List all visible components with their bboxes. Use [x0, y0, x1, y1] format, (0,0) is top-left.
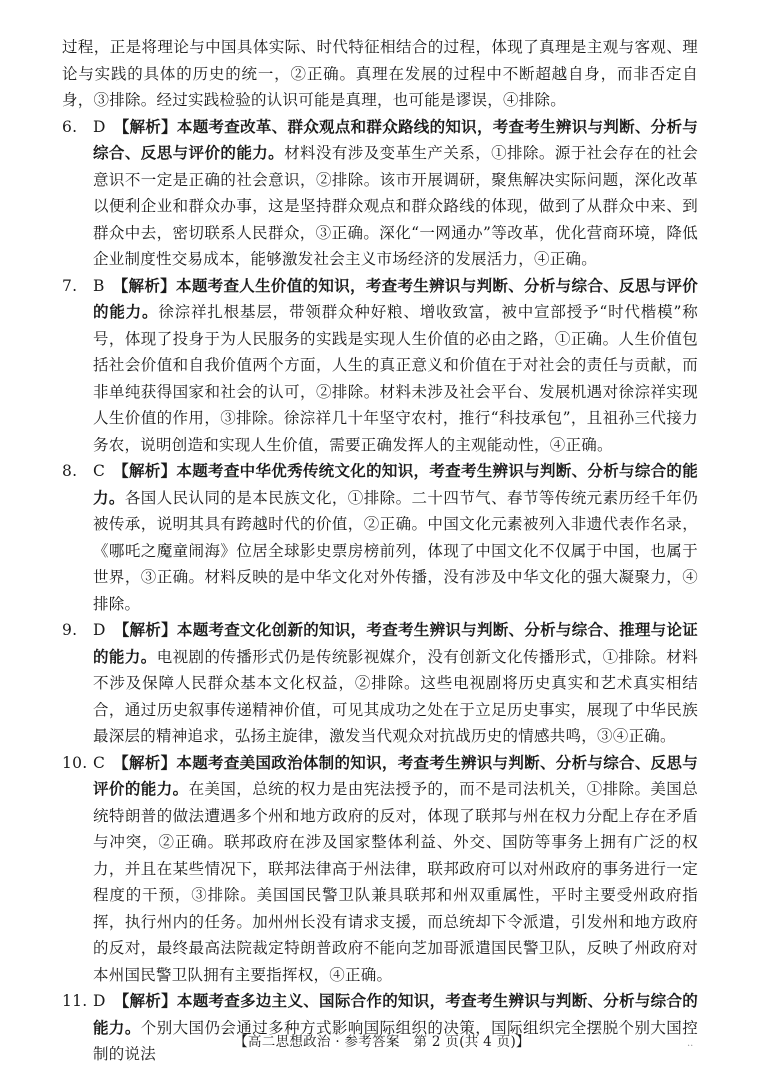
analysis-tag: 【解析】 [113, 461, 177, 480]
question-body [93, 617, 698, 750]
answer-letter: D [93, 621, 106, 639]
question-body [93, 458, 698, 617]
answer-letter: C [93, 753, 106, 772]
question-item [62, 273, 698, 459]
question-item [62, 988, 698, 1068]
question-item [62, 617, 698, 750]
question-list [62, 114, 698, 1068]
explanation-text: 电视剧的传播形式仍是传统影视媒介，没有创新文化传播形式，①排除。材料不涉及保障人民群众基本文化权益，②排除。这些电视剧将历史真实和艺术真实相结合，通过历史叙事传递精神价值，可见其成功之处在于立足历史事实，展现了中华民族最深层的精神追求，弘扬主旋律，激发当代观众对抗战历史的情感共鸣，③④正确。 [93, 647, 698, 745]
knowledge-point: 本题考查文化创新的知识，考查考生辨识与判断、分析与综合、推理与论证的能力。 [93, 620, 698, 666]
question-item [62, 458, 698, 617]
corner-mark: .. [687, 1038, 694, 1049]
explanation-text: 在美国，总统的权力是由宪法授予的，而不是司法机关，①排除。美国总统特朗普的做法遭遇多个州和地方政府的反对，体现了联邦与州在权力分配上存在矛盾与冲突，②正确。联邦政府在涉及国家整体利益、外交、国防等事务上拥有广泛的权力，并且在某些情况下，联邦法律高于州法律，联邦政府可以对州政府的事务进行一定程度的干预，③排除。美国国民警卫队兼具联邦和州双重属性，平时主要受州政府指挥，执行州内的任务。加州州长没有请求支援，而总统却下令派遣，引发州和地方政府的反对，最终最高法院裁定特朗普政府不能向芝加哥派遣国民警卫队，反映了州政府对本州国民警卫队拥有主要指挥权，④正确。 [93, 780, 698, 984]
analysis-tag: 【解析】 [113, 991, 177, 1010]
answer-letter: B [93, 276, 105, 295]
question-number: 10. [62, 753, 88, 772]
knowledge-point: 本题考查人生价值的知识，考查考生辨识与判断、分析与综合、反思与评价的能力。 [93, 275, 698, 321]
explanation-text: 个别大国仍会通过多种方式影响国际组织的决策，国际组织完全摆脱个别大国控制的说法 [93, 1018, 698, 1063]
knowledge-point: 本题考查中华优秀传统文化的知识，考查考生辨识与判断、分析与综合的能力。 [93, 461, 698, 507]
analysis-tag: 【解析】 [113, 620, 177, 639]
question-body [93, 273, 698, 459]
continued-paragraph: 过程，正是将理论与中国具体实际、时代特征相结合的过程，体现了真理是主观与客观、理论与实践的具体的历史的统一，②正确。真理在发展的过程中不断超越自身，而非否定自身，③排除。经过实践检验的认识可能是真理，也可能是谬误，④排除。 [62, 38, 698, 109]
knowledge-point: 本题考查改革、群众观点和群众路线的知识，考查考生辨识与判断、分析与综合、反思与评价的能力。 [93, 116, 698, 162]
explanation-text: 徐淙祥扎根基层，带领群众种好粮、增收致富，被中宣部授予“时代楷模”称号，体现了投身于为人民服务的实践是实现人生价值的必由之路，①正确。人生价值包括社会价值和自我价值两个方面，人生的真正意义和价值在于对社会的责任与贡献，而非单纯获得国家和社会的认可，②排除。材料未涉及社会平台、发展机遇对徐淙祥实现人生价值的作用，③排除。徐淙祥几十年坚守农村，推行“科技承包”，且祖孙三代接力务农，说明创造和实现人生价值，需要正确发挥人的主观能动性，④正确。 [93, 303, 698, 454]
explanation-text: 材料没有涉及变革生产关系，①排除。源于社会存在的社会意识不一定是正确的社会意识，②排除。该市开展调研，聚焦解决实际问题，深化改革以便利企业和群众办事，这是坚持群众观点和群众路线的体现，做到了从群众中来、到群众中去，密切联系人民群众，③正确。深化“一网通办”等改革，优化营商环境，降低企业制度性交易成本，能够激发社会主义市场经济的发展活力，④正确。 [93, 144, 698, 268]
question-item [62, 114, 698, 273]
question-body [93, 750, 698, 989]
question-number: 11. [62, 992, 88, 1010]
explanation-text: 各国人民认同的是本民族文化，①排除。二十四节气、春节等传统元素历经千年仍被传承，说明其具有跨越时代的价值，②正确。中国文化元素被列入非遗代表作名录，《哪吒之魔童闹海》位居全球影史票房榜前列，体现了中国文化不仅属于中国，也属于世界，③正确。材料反映的是中华文化对外传播，没有涉及中华文化的强大凝聚力，④排除。 [93, 488, 698, 613]
knowledge-point: 本题考查美国政治体制的知识，考查考生辨识与判断、分析与综合、反思与评价的能力。 [93, 752, 698, 798]
question-body [93, 988, 698, 1068]
question-number: 8. [62, 462, 78, 480]
question-number: 6. [62, 117, 78, 136]
answer-letter: D [93, 117, 106, 136]
analysis-tag: 【解析】 [112, 275, 176, 295]
answer-content [62, 34, 698, 1068]
question-item [62, 750, 698, 989]
question-number: 7. [62, 276, 78, 295]
answer-letter: C [93, 462, 106, 480]
answer-letter: D [93, 992, 106, 1010]
page-footer: 【高二思想政治 · 参考答案 第 2 页(共 4 页)】 [234, 1034, 530, 1050]
question-number: 9. [62, 621, 78, 639]
analysis-tag: 【解析】 [113, 752, 177, 772]
question-body [93, 114, 698, 273]
knowledge-point: 本题考查多边主义、国际合作的知识，考查考生辨识与判断、分析与综合的能力。 [93, 991, 698, 1037]
analysis-tag: 【解析】 [113, 116, 177, 136]
